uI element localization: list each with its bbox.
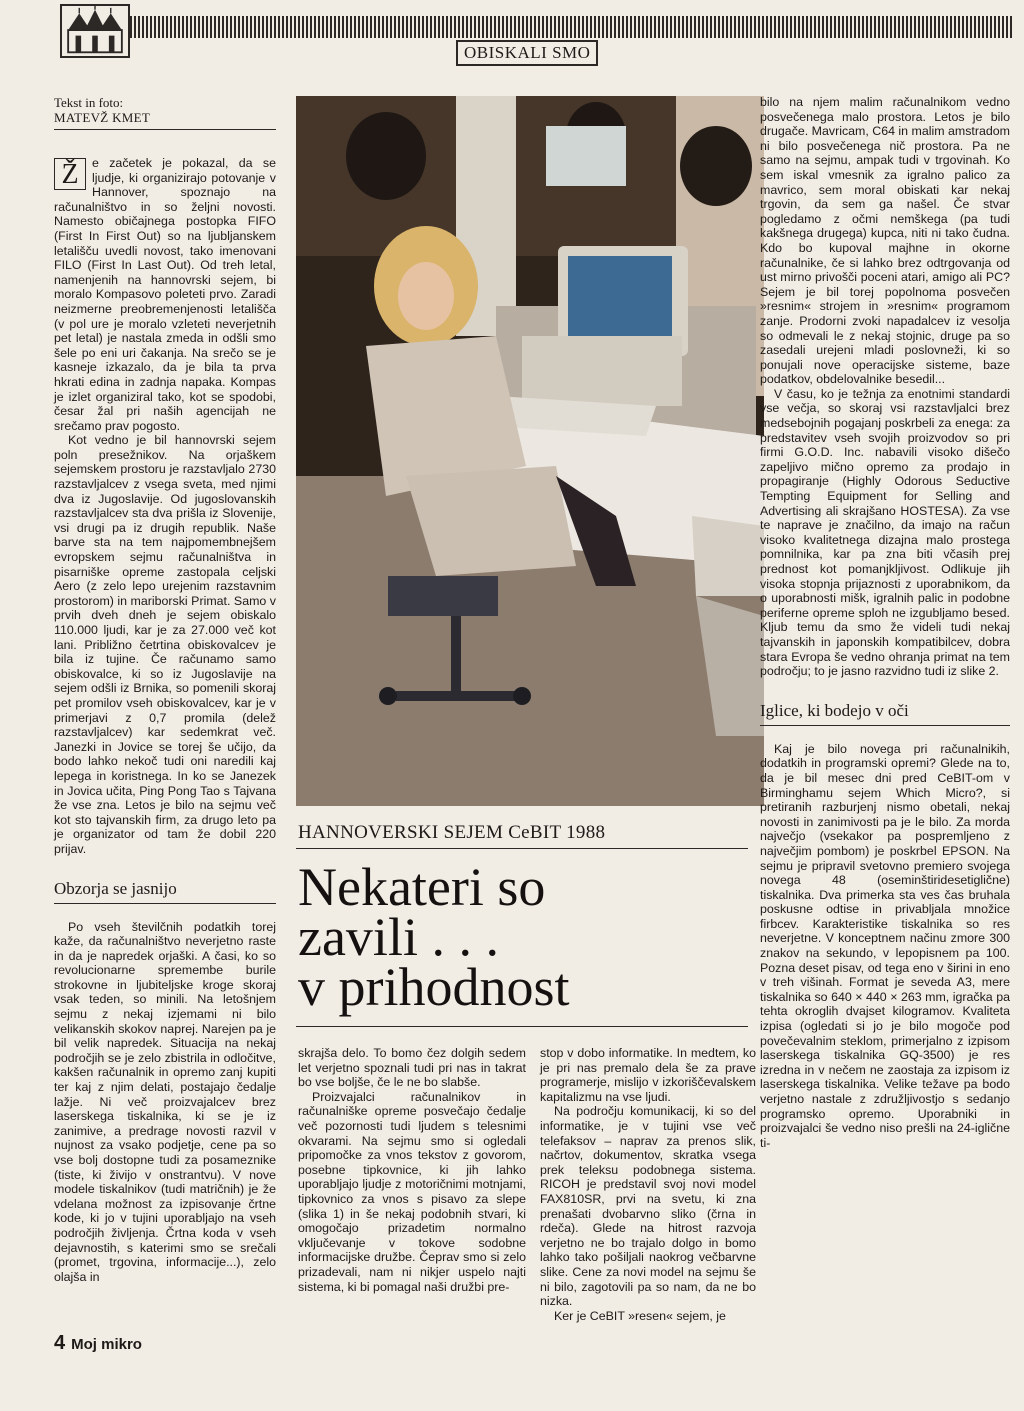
page-number: 4 (54, 1332, 66, 1354)
headline-line-3: v prihodnost (298, 957, 570, 1017)
body-paragraph: Proizvajalci računalnikov in računalniške opreme posvečajo čedalje več pozornosti tudi ljudem s telesnimi okvarami. Na sejmu smo si ogledali pripomočke za vnos tekstov z govorom, posebne tipkovnice, ki jih lahko uporabljajo ljudje z motoričnimi motnjami, tipkovnico za vnos s pisavo za slepe (slika 1) in še nekaj podobnih stvari, ki omogočajo prizadetim normalno vključevanje v tokove sodobne informacijske družbe. Čeprav smo si zelo prizadevali, nam ni nikjer uspelo najti sistema, ki bi pomagal naši družbi pre- (298, 1089, 526, 1294)
subheading-divider (760, 725, 1010, 726)
body-paragraph: V času, ko je težnja za enotnimi standardi vse večja, so skoraj vsi razstavljalci brez medsebojnih pogajanj poskrbeli za enega: za predstavitev vseh svojih proizvodov so pri firmi G.O.D. Inc. nabavili visoko dišečo zapeljivo mično opremo za prodajo in propagiranje (Highly Odorous Seductive Tempting Equipment for Selling and Advertising ali skrajšano HOSTESA). Za vse te naprave je značilno, da imajo na račun visoko kvalitetnega dizajna malo prostega pomnilnika, kar pa zna biti včasih prej prednost kot pomanjkljivost. Odlikuje jih visoka stopnja prijaznosti z uporabnikom, da o uporabnosti mišk, igralnih palic in podobne periferne opreme sploh ne izgubljamo besed. Kljub temu da smo že videli tudi nekaj tajvanskih in japonskih kompatibilcev, dobra stara Evropa še vedno ohranja primat na tem področju; to je jasno razvidno tudi iz slike 2. (760, 386, 1010, 679)
body-paragraph: bilo na njem malim računalnikom vedno posvečenega malo prostora. Letos je bilo drugače. Mavricam, C64 in malim amstradom ni bilo posvečenega nič prostora. Pa ne samo na sejmu, ampak tudi v trgovinah. Ko sem iskal vmesnik za igralno palico za mavrico, sem moral obiskati kar nekaj trgovin, da sem ga našel. Če stvar pogledamo z očmi nemškega (pa tudi kakšnega drugega) kupca, niti ni tako čudna. Kdo bo kupoval majhne in okorne računalnike, če si lahko brez odtrgovanja od ust mirno privošči poceni atari, amigo ali PC? Sejem je bil torej popolnoma posvečen »resnim« strojem in »resnim« programom zanje. Prodorni zvoki napadalcev iz vesolja so odmevali le z nekaj stojnic, druge pa so zasedali urejeni mladi poslovneži, ki so ponujali nove operacijske sisteme, baze podatkov, obdelovalnike besedil... (760, 95, 1010, 387)
subheading-iglice: Iglice, ki bodejo v oči (760, 700, 909, 720)
kicker-divider (296, 848, 748, 849)
column-2 (298, 1046, 526, 1294)
column-1 (54, 95, 276, 1284)
section-tag: OBISKALI SMO (456, 40, 598, 66)
headline-divider (296, 1026, 748, 1027)
subheading-divider (54, 903, 276, 904)
column-3 (540, 1046, 756, 1323)
circus-tent-logo-icon (60, 4, 130, 58)
credit-divider (54, 129, 276, 130)
magazine-name: Moj mikro (71, 1336, 142, 1353)
author-name: MATEVŽ KMET (54, 110, 151, 125)
expo-photo (296, 96, 764, 806)
column-4 (760, 95, 1010, 1150)
dropcap-letter: Ž (54, 158, 86, 190)
body-paragraph: skrajša delo. To bomo čez dolgih sedem let verjetno spoznali tudi pri nas in takrat bo vse boljše, če le ne bo slabše. (298, 1046, 526, 1090)
page-footer (54, 1332, 142, 1355)
intro-paragraph (54, 156, 276, 433)
body-paragraph: Po vseh številčnih podatkih torej kaže, da računalništvo neverjetno raste in da je napredek orjaški. A časi, ko so revolucionarne spremembe burile strokovne in ljubiteljske kroge skoraj vsak teden, so minili. Na letošnjem sejmu z nekaj izjemami ni bilo velikanskih skokov naprej. Narejen pa je bil velik napredek. Situacija na nekaj področjih se je zelo zbistrila in odločitve, kakšen računalnik in opremo zanj kupiti ter kaj z njim delati, postajajo čedalje lažje. Ni več proizvajalcev brez laserskega tiskalnika, ki se je iz zanimive, a predrage novosti razvil v nujnost za vsako podjetje, cene pa so vse bolj dostopne tudi za posameznike (tiste, ki živijo v onstrantvu). V nove modele tiskalnikov (tudi matričnih) je že vdelana možnost za izpisovanje črtne kode, ki jo v tujini uporabljajo na vseh področjih življenja. Črtna koda v vseh dejavnostih, s katerimi smo se srečali (promet, trgovina, informacije...), zelo olajša in (54, 919, 276, 1284)
body-paragraph: Ker je CeBIT »resen« sejem, je (554, 1308, 726, 1323)
body-paragraph: Kaj je bilo novega pri računalnikih, dodatkih in programski opremi? Glede na to, da je bil mesec dni pred CeBIT-om v Birminghamu sejem Which Micro?, si pretiranih razburjenj nismo obetali, nekaj novosti in zanimivosti pa je le bilo. Za mordа največjo (vsekakor pa pospremljeno z največjim pombom) je poskrbel EPSON. Na sejmu je pripravil svetovno premiero svojega novega 48 (oseminštiridesetiglične) tiskalnika. Dva primerka sta ves čas bruhala poskusne odtise in privabljala množice firbcev. Karakteristike tiskalnika so res neverjetne. V konceptnem načinu zmore 300 znakov na sekundo, v lepopisnem pa 100. Pozna deset pisav, od tega eno v širini in eno v treh višinah. Format je seveda A3, mere tiskalnika so 640 × 440 × 263 mm, igračka pa tehta okroglih dvajset kilogramov. Kvaliteta izpisa (ogledati si jo je bilo mogoče pod povečevalnim steklom, primerjalno z izpisom laserskega tiskalnika GQ-3500) je res izredna in v nečem ne zaostaja za izpisom iz laserskega tiskalnika. Velike težave pa bodo verjetno nastale z združljivostjo s sedanjo programsko opremo. Uporabniki in proizvajalci še vedno niso prešli na 24-iglične ti- (760, 741, 1010, 1150)
photo-credit-label: Tekst in foto: (54, 95, 124, 110)
headline-line-2: zavili . . . (298, 907, 499, 967)
article-headline (298, 857, 758, 1017)
subheading-obzorja: Obzorja se jasnijo (54, 878, 177, 898)
article-kicker: HANNOVERSKI SEJEM CeBIT 1988 (298, 822, 606, 843)
body-paragraph: Kot vedno je bil hannovrski sejem poln presežnikov. Na orjaškem sejemskem prostoru je razstavljalo 2730 razstavljalcev z vsega sveta, med njimi dva iz Jugoslavije. Od jugoslovanskih razstavljalcev sta dva prišla iz Slovenije, vsi drugi pa iz drugih republik. Naše barve sta na tem najpomembnejšem evropskem sejmu računalništva in pisarniške opreme zastopala celjski Aero (z zelo lepo urejenim razstavnim prostorom) in mariborski Primat. Samo v prvih dveh dneh je sejem obiskalo 110.000 ljudi, kar je za 27.000 več kot lani. Približno četrtina obiskovalcev je bila iz tujine. Če računamo samo obiskovalce, ki so iz Jugoslavije na sejem odšli iz Brnika, so pomenili skoraj pet promilov vseh obiskovalcev, kar je v primerjavi z 0,7 promila (delež razstavljalcev) kar sedemkrat več. Janezki in Jovice se torej še učijo, da bodo lahko nekoč tudi oni naredili kaj lepega in koristnega. In ko se Janezek in Jovica učita, Ping Pong Tao s Tajvana že vse zna. Letos je bilo na sejmu več kot sto tajvanskih firm, za drugo leto pa je organizator od tam že dobil 220 prijav. (54, 433, 276, 856)
header-stripe-band (70, 16, 1014, 38)
headline-line-1: Nekateri so (298, 857, 546, 917)
body-paragraph: stop v dobo informatike. In medtem, ko je pri nas premalo dela še za prave programerje, mislijo v izkoriščevalskem kapitalizmu na vse ljudi. (540, 1046, 756, 1104)
intro-paragraph-text: e začetek je pokazal, da se ljudje, ki organizirajo potovanje v Hannover, spoznajo na računalništvo in so željni novosti. Namesto običajnega postopka FIFO (First In First Out) so na ljubljanskem letališču uvedli novost, tako imenovani FILO (First In Last Out). Od treh letal, namenjenih na hannovrski sejem, bi moralo Kompasovo poleteti prvo. Zaradi neizmerne preobremenjenosti letališča (v pol ure je moralo vzleteti neverjetnih pet letal) je nastala zmeda in odšli smo šele po eni uri čakanja. Na srečo se je kasneje izkazalo, da je bila ta prva hkrati edina in zadnja napaka. Kompas je izlet organiziral tako, kot se spodobi, česar žal pri naših agencijah ne srečamo prav pogosto. (54, 156, 276, 433)
body-paragraph: Na področju komunikacij, ki so del informatike, je v tujini vse več telefaksov – naprav za prenos slik, načrtov, dokumentov, skratka vsega prek teleksu podobnega sistema. RICOH je predstavil svoj novi model FAX810SR, prvi na svetu, ki zna prenašati dvobarvno sliko (črna in rdeča). Glede na hitrost razvoja verjetno ne bo trajalo dolgo in bomo lahko tako pošiljali naokrog večbarvne slike. Cene za novi model na sejmu še ni bilo, zagotovili pa so nam, da ne bo nizka. (540, 1104, 756, 1309)
